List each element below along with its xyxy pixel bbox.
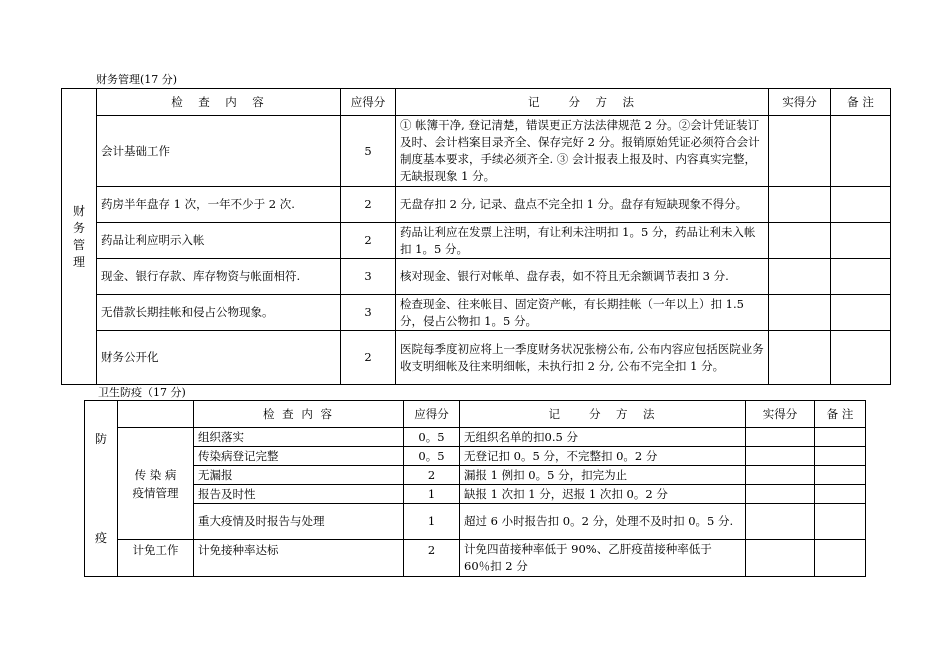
row-score: 2 <box>404 466 460 485</box>
row-method: 药品让利应在发票上注明，有让利未注明扣 1。5 分，药品让利未入帐扣 1。5 分。 <box>396 223 769 259</box>
row-note <box>815 447 866 466</box>
finance-category-char: 财 <box>72 203 85 218</box>
row-note <box>815 504 866 540</box>
row-item: 组织落实 <box>194 428 404 447</box>
epidemic-category-bottom: 疫 <box>94 530 107 545</box>
row-item: 会计基础工作 <box>97 116 341 187</box>
table-row <box>62 187 891 223</box>
row-note <box>815 466 866 485</box>
row-note <box>831 223 891 259</box>
row-actual <box>769 187 831 223</box>
table-row <box>62 295 891 331</box>
table-row <box>85 447 866 466</box>
row-method: 无盘存扣 2 分, 记录、盘点不完全扣 1 分。盘存有短缺现象不得分。 <box>396 187 769 223</box>
row-actual <box>746 466 815 485</box>
row-note <box>831 187 891 223</box>
row-method: 计免四苗接种率低于 90%、乙肝疫苗接种率低于 60％扣 2 分 <box>460 540 746 577</box>
row-score: 3 <box>341 259 396 295</box>
finance-header-item: 检 查 内 容 <box>97 89 341 116</box>
row-actual <box>769 331 831 385</box>
row-actual <box>746 428 815 447</box>
table-row <box>62 331 891 385</box>
row-method: ① 帐簿干净, 登记清楚，错误更正方法法律规范 2 分。②会计凭证装订及时、会计档案目录齐全、保存完好 2 分。报销原始凭证必须符合会计制度基本要求，手续必须齐全. ③ 会计报表上报及时、内容真实完整，无缺报现象 1 分。 <box>396 116 769 187</box>
table-row <box>85 540 866 577</box>
row-actual <box>769 223 831 259</box>
finance-caption: 财务管理(17 分) <box>96 73 178 86</box>
row-score: 3 <box>341 295 396 331</box>
epidemic-category-cell <box>85 401 118 577</box>
epidemic-caption: 卫生防疫（17 分) <box>98 386 186 399</box>
row-method: 缺报 1 次扣 1 分，迟报 1 次扣 0。2 分 <box>460 485 746 504</box>
table-row <box>85 504 866 540</box>
row-score: 2 <box>341 331 396 385</box>
row-item: 报告及时性 <box>194 485 404 504</box>
finance-table <box>61 88 891 385</box>
row-method: 超过 6 小时报告扣 0。2 分，处理不及时扣 0。5 分. <box>460 504 746 540</box>
row-item: 药品让利应明示入帐 <box>97 223 341 259</box>
row-score: 2 <box>341 187 396 223</box>
finance-category-char: 管 <box>72 237 85 252</box>
row-actual <box>746 540 815 577</box>
row-actual <box>769 295 831 331</box>
epidemic-header-score: 应得分 <box>404 401 460 428</box>
row-item: 财务公开化 <box>97 331 341 385</box>
table-row <box>85 485 866 504</box>
row-note <box>815 485 866 504</box>
row-method: 核对现金、银行对帐单、盘存表，如不符且无余额调节表扣 3 分. <box>396 259 769 295</box>
epidemic-table <box>84 400 866 577</box>
row-score: 5 <box>341 116 396 187</box>
row-item: 无漏报 <box>194 466 404 485</box>
row-score: 2 <box>341 223 396 259</box>
row-item: 计免接种率达标 <box>194 540 404 577</box>
row-method: 无登记扣 0。5 分，不完整扣 0。2 分 <box>460 447 746 466</box>
row-actual <box>769 116 831 187</box>
row-score: 2 <box>404 540 460 577</box>
table-row <box>85 428 866 447</box>
row-note <box>815 428 866 447</box>
finance-header-actual: 实得分 <box>769 89 831 116</box>
row-actual <box>746 447 815 466</box>
row-method: 漏报 1 例扣 0。5 分，扣完为止 <box>460 466 746 485</box>
row-actual <box>746 485 815 504</box>
row-method: 无组织名单的扣0.5 分 <box>460 428 746 447</box>
finance-category-char: 理 <box>72 254 85 269</box>
table-row <box>62 259 891 295</box>
epidemic-header-actual: 实得分 <box>746 401 815 428</box>
row-method: 医院每季度初应将上一季度财务状况张榜公布, 公布内容应包括医院业务收支明细帐及往来明细帐，未执行扣 2 分, 公布不完全扣 1 分。 <box>396 331 769 385</box>
row-method: 检查现金、往来帐目、固定资产帐，有长期挂帐（一年以上）扣 1.5 分，侵占公物扣 1。5 分。 <box>396 295 769 331</box>
epidemic-header-item: 检 查 内 容 <box>194 401 404 428</box>
row-note <box>831 295 891 331</box>
row-actual <box>746 504 815 540</box>
finance-category-cell <box>62 89 97 385</box>
table-row <box>85 466 866 485</box>
epidemic-subcategory-1: 传 染 病 疫情管理 <box>118 428 194 540</box>
row-item: 重大疫情及时报告与处理 <box>194 504 404 540</box>
epidemic-subcategory-2: 计免工作 <box>118 540 194 577</box>
row-note <box>831 116 891 187</box>
epidemic-header-note: 备 注 <box>815 401 866 428</box>
row-actual <box>769 259 831 295</box>
finance-category-label <box>66 203 92 271</box>
table-row <box>62 116 891 187</box>
epidemic-category-top: 防 <box>94 431 107 446</box>
finance-category-char: 务 <box>72 220 85 235</box>
row-item: 药房半年盘存 1 次，一年不少于 2 次. <box>97 187 341 223</box>
finance-header-note: 备 注 <box>831 89 891 116</box>
epidemic-header-row <box>85 401 866 428</box>
finance-header-method: 记 分 方 法 <box>396 89 769 116</box>
epidemic-header-method: 记 分 方 法 <box>460 401 746 428</box>
finance-header-row <box>62 89 891 116</box>
row-score: 1 <box>404 485 460 504</box>
table-row <box>62 223 891 259</box>
row-note <box>815 540 866 577</box>
epidemic-header-blank <box>118 401 194 428</box>
row-item: 无借款长期挂帐和侵占公物现象。 <box>97 295 341 331</box>
finance-header-score: 应得分 <box>341 89 396 116</box>
row-score: 0。5 <box>404 428 460 447</box>
row-score: 1 <box>404 504 460 540</box>
row-note <box>831 259 891 295</box>
row-item: 传染病登记完整 <box>194 447 404 466</box>
row-score: 0。5 <box>404 447 460 466</box>
row-item: 现金、银行存款、库存物资与帐面相符. <box>97 259 341 295</box>
row-note <box>831 331 891 385</box>
